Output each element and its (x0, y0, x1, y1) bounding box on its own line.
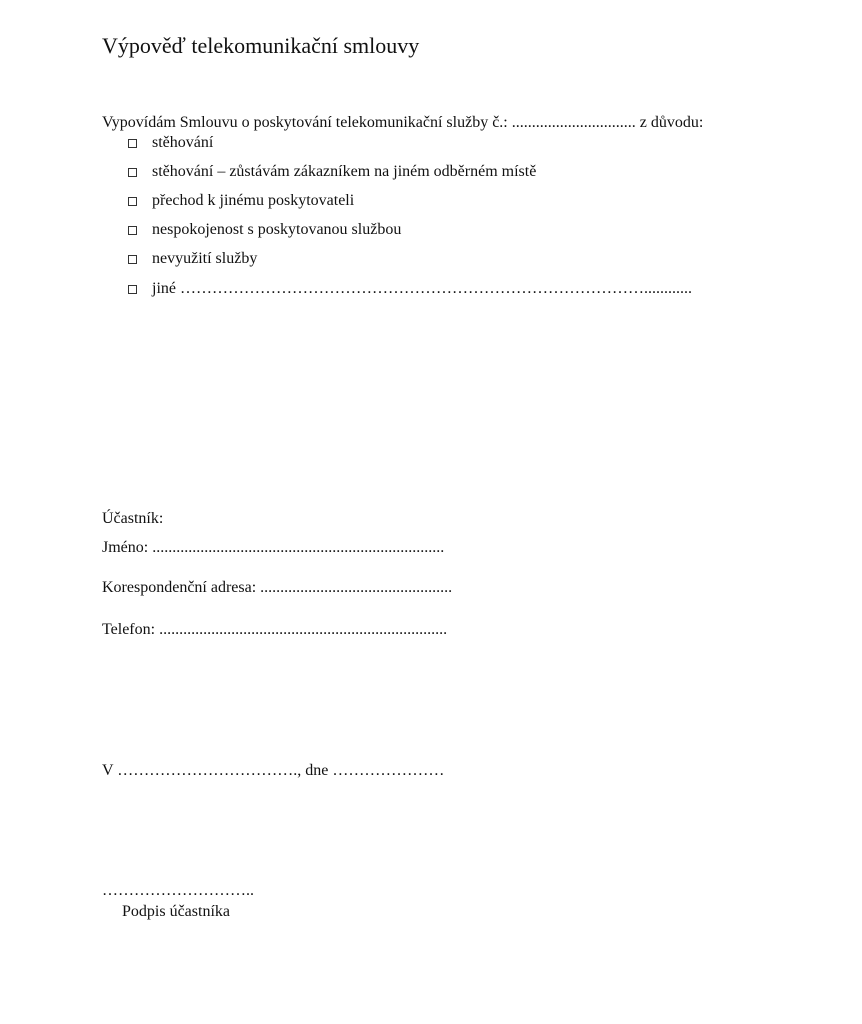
termination-intro-line: Vypovídám Smlouvu o poskytování telekomunikační služby č.: ............................... z důvodu: (102, 114, 704, 131)
reason-item-not-used[interactable] (128, 249, 257, 269)
checkbox-icon[interactable] (128, 197, 137, 206)
place-date-field[interactable]: V ……………………………., dne ………………… (102, 762, 445, 779)
reason-label: nespokojenost s poskytovanou službou (152, 221, 402, 238)
checkbox-icon[interactable] (128, 168, 137, 177)
signature-line[interactable]: ……………………….. (102, 882, 254, 899)
reason-item-other[interactable] (128, 279, 692, 299)
signature-caption: Podpis účastníka (122, 903, 230, 920)
participant-heading: Účastník: (102, 510, 164, 527)
reason-label: přechod k jinému poskytovateli (152, 192, 355, 209)
checkbox-icon[interactable] (128, 285, 137, 294)
reason-item-switch-provider[interactable] (128, 191, 354, 211)
document-title: Výpověď telekomunikační smlouvy (102, 33, 420, 58)
reason-label: stěhování – zůstávám zákazníkem na jiném odběrném místě (152, 163, 537, 180)
name-field[interactable]: Jméno: ......................................................................... (102, 539, 445, 556)
checkbox-icon[interactable] (128, 226, 137, 235)
reason-item-dissatisfaction[interactable] (128, 220, 401, 240)
reason-label: nevyužití služby (152, 250, 258, 267)
checkbox-icon[interactable] (128, 255, 137, 264)
reason-item-moving-staying-customer[interactable] (128, 162, 536, 182)
reason-item-moving[interactable] (128, 133, 213, 153)
checkbox-icon[interactable] (128, 139, 137, 148)
reason-label: jiné ……………………………………………………………………………............ (152, 280, 692, 297)
address-field[interactable]: Korespondenční adresa: ................................................ (102, 579, 453, 596)
phone-field[interactable]: Telefon: ........................................................................ (102, 621, 448, 638)
reason-label: stěhování (152, 134, 214, 151)
